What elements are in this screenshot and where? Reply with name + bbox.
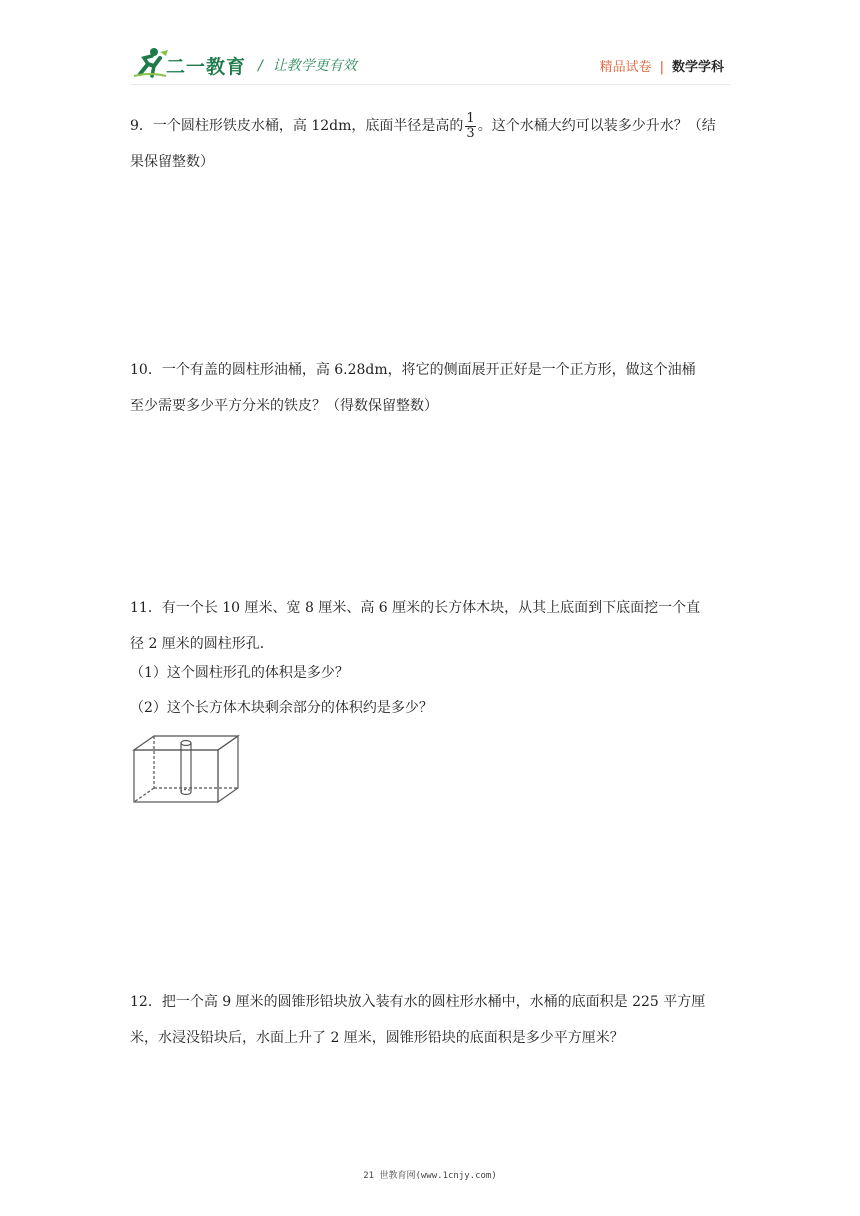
question-12-line-2: 米，水浸没铅块后，水面上升了 2 厘米，圆锥形铅块的底面积是多少平方厘米？ — [130, 1030, 624, 1046]
page-header — [130, 46, 730, 86]
fraction-denominator: 3 — [466, 125, 475, 141]
question-10-line-1: 10．一个有盖的圆柱形油桶，高 6.28dm，将它的侧面展开正好是一个正方形，做这个油桶 — [130, 362, 696, 378]
page-footer: 21 世教育网(www.1cnjy.com) — [363, 1171, 497, 1181]
question-11-part-2: （2）这个长方体木块剩余部分的体积约是多少？ — [130, 700, 433, 716]
question-9-text-b: 。这个水桶大约可以装多少升水？（结 — [477, 118, 716, 134]
question-10-line-2: 至少需要多少平方分米的铁皮？（得数保留整数） — [130, 398, 438, 414]
subject-tag — [600, 56, 724, 75]
question-12-line-1: 12．把一个高 9 厘米的圆锥形铅块放入装有水的圆柱形水桶中，水桶的底面积是 225 平方厘 — [130, 994, 706, 1010]
question-9-line-1 — [130, 108, 730, 144]
slogan-text: 让教学更有效 — [272, 58, 357, 74]
question-11-part-1: （1）这个圆柱形孔的体积是多少？ — [130, 665, 349, 681]
question-11-line-2: 径 2 厘米的圆柱形孔． — [130, 636, 274, 652]
question-10 — [130, 352, 730, 424]
quality-tag: 精品试卷 — [599, 60, 652, 75]
cuboid-top-face — [134, 736, 238, 750]
hole-bottom-arc — [181, 792, 191, 795]
header-divider — [130, 84, 730, 85]
fraction-numerator: 1 — [466, 110, 475, 126]
runner-logo-icon — [130, 46, 170, 80]
slash-divider: / — [258, 58, 263, 74]
slogan — [258, 55, 357, 75]
question-11 — [130, 590, 730, 662]
hole-top-ellipse — [181, 741, 191, 746]
logo-text: 二一教育 — [166, 56, 247, 78]
logo — [130, 46, 250, 80]
question-12 — [130, 984, 730, 1056]
hole-bottom-hidden-arc — [181, 790, 191, 793]
question-9 — [130, 108, 730, 180]
subject-label: 数学学科 — [671, 60, 724, 75]
cuboid-with-hole-figure — [130, 732, 242, 806]
question-9-line-2: 果保留整数） — [130, 154, 214, 170]
tag-separator: | — [659, 60, 664, 75]
question-9-text-a: 9．一个圆柱形铁皮水桶，高 12dm，底面半径是高的 — [130, 118, 464, 134]
question-11-line-1: 11．有一个长 10 厘米、宽 8 厘米、高 6 厘米的长方体木块，从其上底面到下底面挖一个直 — [130, 600, 701, 616]
fraction — [465, 112, 475, 141]
cuboid-front-face — [134, 750, 218, 802]
cuboid-right-face — [218, 736, 238, 802]
